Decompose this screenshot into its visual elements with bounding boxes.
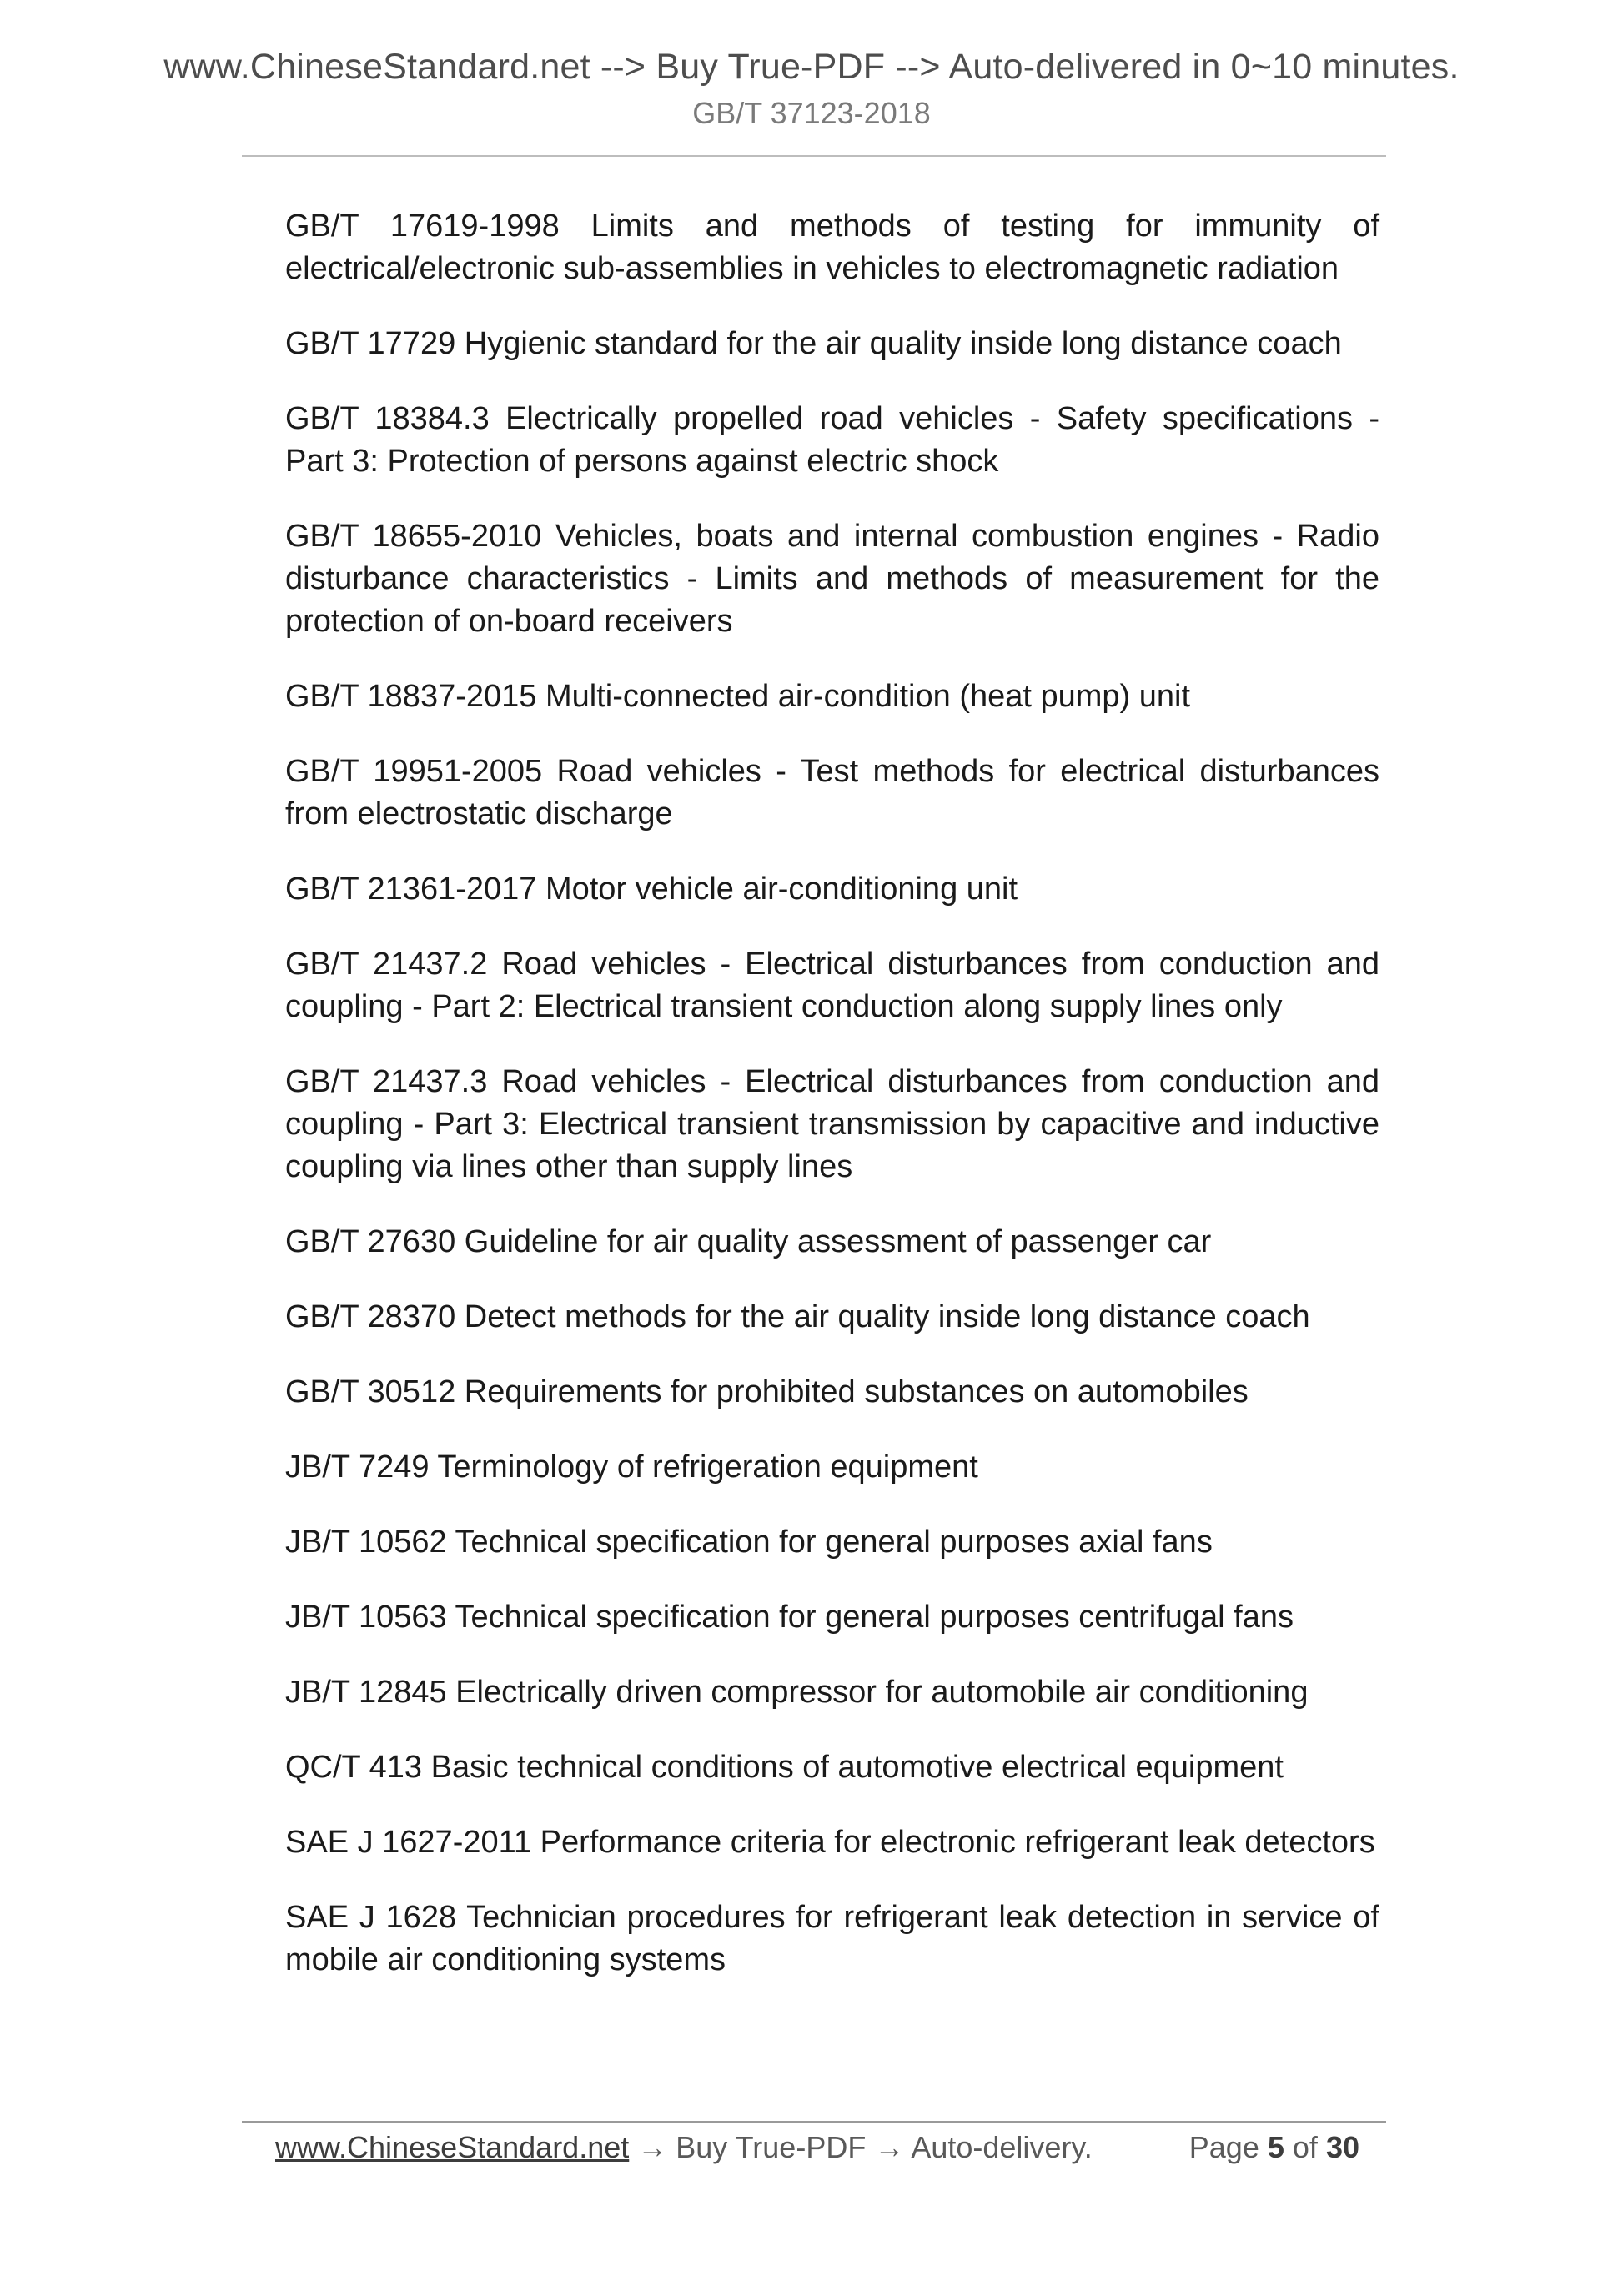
footer-promo <box>275 2127 1093 2168</box>
reference-item: JB/T 12845 Electrically driven compressor for automobile air conditioning <box>285 1675 1309 1710</box>
reference-item: GB/T 27630 Guideline for air quality assessment of passenger car <box>285 1224 1212 1259</box>
page-footer <box>275 2127 1359 2168</box>
reference-item: GB/T 18384.3 Electrically propelled road vehicles - Safety specifications - Part 3: Protection of persons against electric shock <box>285 401 1379 479</box>
reference-item: SAE J 1627-2011 Performance criteria for electronic refrigerant leak detectors <box>285 1825 1375 1860</box>
reference-item: JB/T 7249 Terminology of refrigeration equipment <box>285 1449 978 1485</box>
reference-item: GB/T 19951-2005 Road vehicles - Test methods for electrical disturbances from electrostatic discharge <box>285 754 1379 831</box>
reference-item: GB/T 17729 Hygienic standard for the air quality inside long distance coach <box>285 326 1342 361</box>
page-total: 30 <box>1325 2130 1359 2164</box>
footer-divider <box>242 2121 1386 2123</box>
page-header <box>0 43 1623 132</box>
header-doc-code: GB/T 37123-2018 <box>692 96 931 130</box>
reference-item: QC/T 413 Basic technical conditions of automotive electrical equipment <box>285 1750 1284 1785</box>
normative-references-list <box>285 205 1379 2014</box>
reference-item: GB/T 28370 Detect methods for the air quality inside long distance coach <box>285 1299 1310 1334</box>
page-label: Page <box>1188 2130 1259 2164</box>
reference-item: GB/T 21437.3 Road vehicles - Electrical disturbances from conduction and coupling - Part 3: Electrical transient transmission by capacitive and inductive coupling via lines other than supply lines <box>285 1064 1379 1184</box>
reference-item: GB/T 30512 Requirements for prohibited substances on automobiles <box>285 1374 1249 1409</box>
reference-item: GB/T 21361-2017 Motor vehicle air-conditioning unit <box>285 872 1018 907</box>
page-of: of <box>1292 2130 1318 2164</box>
reference-item: GB/T 18837-2015 Multi-connected air-condition (heat pump) unit <box>285 679 1191 714</box>
footer-site-link[interactable]: www.ChineseStandard.net <box>275 2130 630 2164</box>
header-divider <box>242 155 1386 157</box>
footer-tagline: → Buy True-PDF → Auto-delivery. <box>629 2130 1093 2164</box>
reference-item: GB/T 17619-1998 Limits and methods of testing for immunity of electrical/electronic sub-assemblies in vehicles to electromagnetic radiation <box>285 208 1379 286</box>
header-banner: www.ChineseStandard.net --> Buy True-PDF --> Auto-delivered in 0~10 minutes. <box>163 47 1460 87</box>
page-number <box>1189 2127 1359 2168</box>
reference-item: GB/T 18655-2010 Vehicles, boats and internal combustion engines - Radio disturbance characteristics - Limits and methods of measurement for the protection of on-board receivers <box>285 519 1379 639</box>
reference-item: GB/T 21437.2 Road vehicles - Electrical disturbances from conduction and coupling - Part 2: Electrical transient conduction along supply lines only <box>285 947 1379 1024</box>
reference-item: JB/T 10562 Technical specification for general purposes axial fans <box>285 1525 1213 1560</box>
page-current: 5 <box>1267 2130 1284 2164</box>
reference-item: SAE J 1628 Technician procedures for refrigerant leak detection in service of mobile air conditioning systems <box>285 1900 1379 1977</box>
reference-item: JB/T 10563 Technical specification for general purposes centrifugal fans <box>285 1600 1294 1635</box>
